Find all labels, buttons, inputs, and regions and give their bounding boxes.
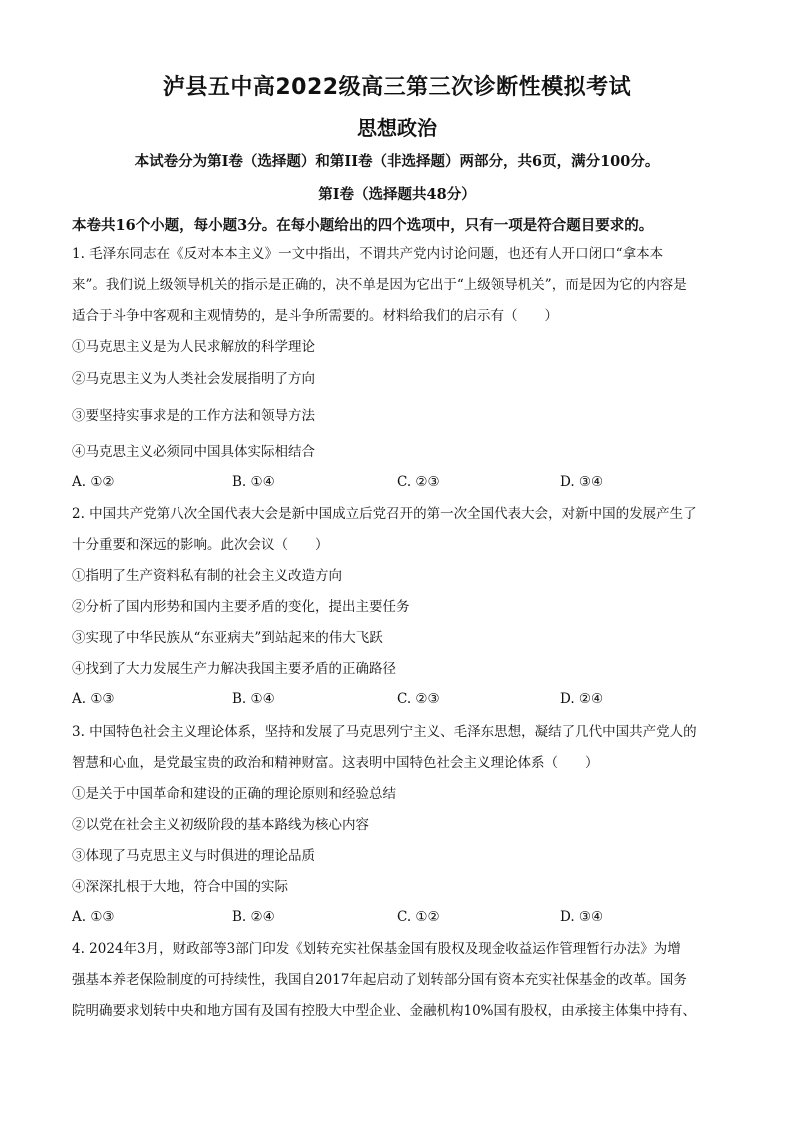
q1-option-c[interactable]: C. ②③	[397, 474, 440, 490]
q2-option-c[interactable]: C. ②③	[397, 691, 440, 707]
q2-stem-line: 2. 中国共产党第八次全国代表大会是新中国成立后党召开的第一次全国代表大会，对新中国的发展产生了	[72, 506, 697, 522]
q2-item: ③实现了中华民族从“东亚病夫”到站起来的伟大飞跃	[72, 630, 383, 646]
q3-stem-line: 智慧和心血，是党最宝贵的政治和精神财富。这表明中国特色社会主义理论体系（ ）	[72, 755, 599, 771]
q3-options	[72, 909, 732, 927]
q1-item: ①马克思主义是为人民求解放的科学理论	[72, 339, 315, 355]
q3-option-a[interactable]: A. ①③	[72, 909, 115, 925]
q1-option-a[interactable]: A. ①②	[72, 474, 115, 490]
q4-stem-line: 4. 2024年3月，财政部等3部门印发《划转充实社保基金国有股权及现金收益运作管理暂行办法》为增	[72, 941, 681, 957]
q2-item: ①指明了生产资料私有制的社会主义改造方向	[72, 568, 342, 584]
section-heading: 第I卷（选择题共48分）	[318, 186, 476, 203]
q4-stem-line: 院明确要求划转中央和地方国有及国有控股大中型企业、金融机构10%国有股权，由承接主体集中持有、	[72, 1003, 697, 1019]
q2-option-a[interactable]: A. ①③	[72, 691, 115, 707]
q3-item: ②以党在社会主义初级阶段的基本路线为核心内容	[72, 817, 369, 833]
q2-options	[72, 691, 732, 709]
q3-item: ①是关于中国革命和建设的正确的理论原则和经验总结	[72, 786, 396, 802]
q2-item: ②分析了国内形势和国内主要矛盾的变化，提出主要任务	[72, 599, 410, 615]
q1-item: ②马克思主义为人类社会发展指明了方向	[72, 371, 315, 387]
q1-options	[72, 474, 732, 492]
q4-stem-line: 强基本养老保险制度的可持续性，我国自2017年起启动了划转部分国有资本充实社保基金的改革。国务	[72, 972, 687, 988]
q1-stem-line: 1. 毛泽东同志在《反对本本主义》一文中指出，不谓共产党内讨论问题，也还有人开口闭口“拿本本	[72, 246, 664, 262]
q1-item: ④马克思主义必须同中国具体实际相结合	[72, 444, 315, 460]
section-instruction: 本卷共16个小题，每小题3分。在每小题给出的四个选项中，只有一项是符合题目要求的。	[72, 217, 654, 234]
q2-option-d[interactable]: D. ②④	[560, 691, 604, 707]
q1-option-d[interactable]: D. ③④	[560, 474, 604, 490]
q1-stem-line: 来”。我们说上级领导机关的指示是正确的，决不单是因为它出于“上级领导机关”，而是因为它的内容是	[72, 277, 687, 293]
q3-item: ④深深扎根于大地，符合中国的实际	[72, 879, 288, 895]
q3-option-b[interactable]: B. ②④	[232, 909, 275, 925]
q2-item: ④找到了大力发展生产力解决我国主要矛盾的正确路径	[72, 661, 396, 677]
exam-intro: 本试卷分为第I卷（选择题）和第II卷（非选择题）两部分，共6页，满分100分。	[134, 153, 660, 170]
q1-stem-line: 适合于斗争中客观和主观情势的，是斗争所需要的。材料给我们的启示有（ ）	[72, 308, 558, 324]
q1-option-b[interactable]: B. ①④	[232, 474, 275, 490]
q2-stem-line: 十分重要和深远的影响。此次会议（ ）	[72, 537, 329, 553]
q3-stem-line: 3. 中国特色社会主义理论体系，坚持和发展了马克思列宁主义、毛泽东思想，凝结了几代中国共产党人的	[72, 724, 697, 740]
exam-title: 泸县五中高2022级高三第三次诊断性模拟考试	[162, 75, 632, 100]
q3-option-d[interactable]: D. ③④	[560, 909, 604, 925]
q2-option-b[interactable]: B. ①④	[232, 691, 275, 707]
q3-option-c[interactable]: C. ①②	[397, 909, 440, 925]
subject-title: 思想政治	[357, 116, 437, 140]
q3-item: ③体现了马克思主义与时俱进的理论品质	[72, 848, 315, 864]
q1-item: ③要坚持实事求是的工作方法和领导方法	[72, 408, 315, 424]
